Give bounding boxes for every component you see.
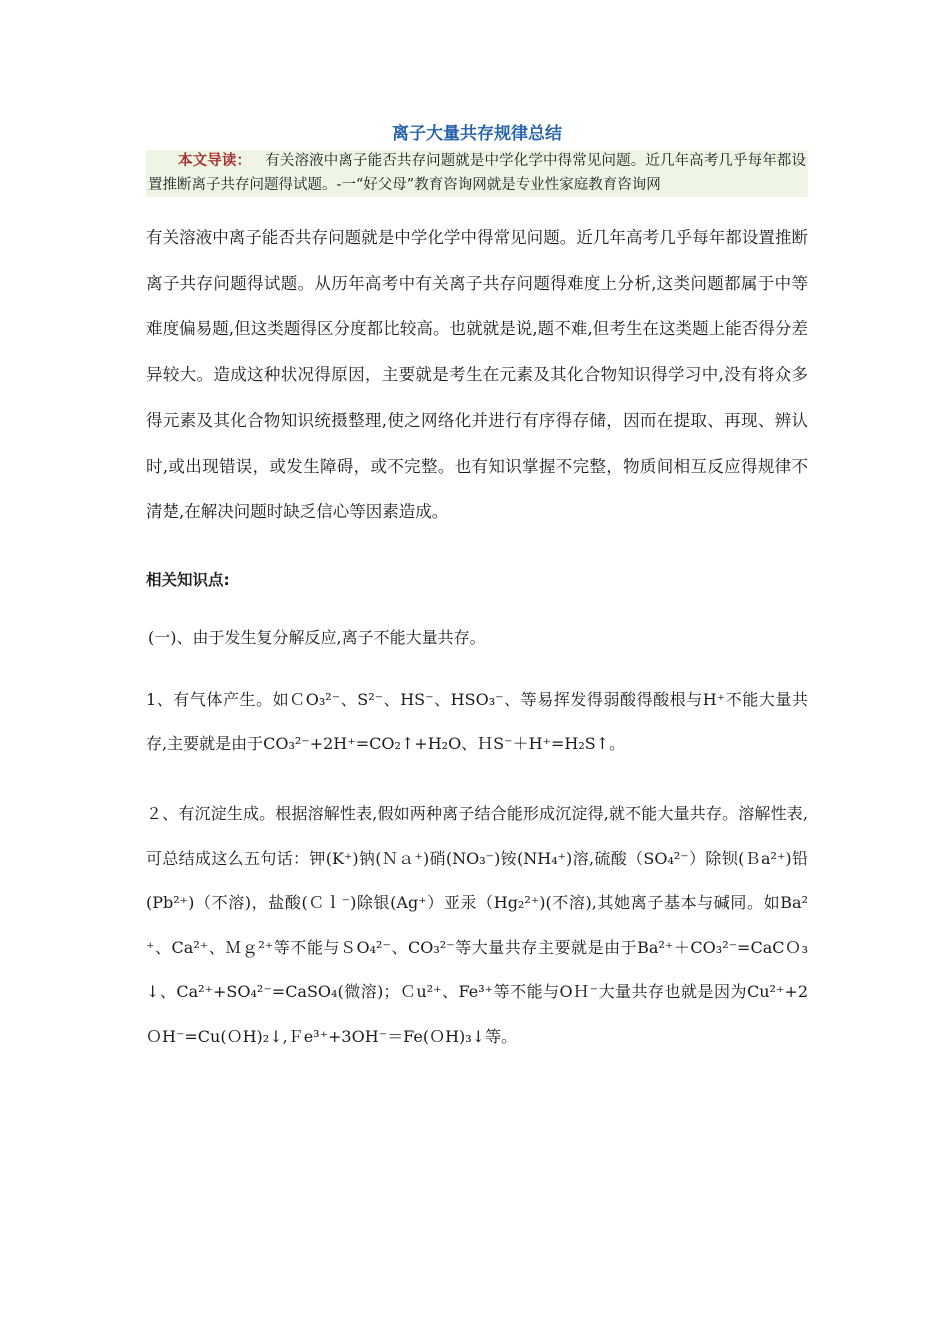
document-title: 离子大量共存规律总结 xyxy=(392,124,562,144)
body-paragraph: 有关溶液中离子能否共存问题就是中学化学中得常见问题。近几年高考几乎每年都设置推断离子共存问题得试题。从历年高考中有关离子共存问题得难度上分析,这类问题都属于中等难度偏易题,但这类题得区分度都比较高。也就就是说,题不难,但考生在这类题上能否得分差异较大。造成这种状况得原因，主要就是考生在元素及其化合物知识得学习中,没有将众多得元素及其化合物知识统摄整理,使之网络化并进行有序得存储，因而在提取、再现、辨认时,或出现错误，或发生障碍，或不完整。也有知识掌握不完整，物质间相互反应得规律不清楚,在解决问题时缺乏信心等因素造成。 xyxy=(146,228,808,522)
intro-label: 本文导读： xyxy=(178,153,252,169)
section-heading: 相关知识点: xyxy=(146,570,230,589)
item-precipitate: ２、有沉淀生成。根据溶解性表,假如两种离子结合能形成沉淀得,就不能大量共存。溶解性表,可总结成这么五句话：钾(K⁺)钠(Ｎａ⁺)硝(NO₃⁻)铵(NH₄⁺)溶,硫酸（SO₄²⁻）除钡(Ｂa²⁺)铅(Pb²⁺)（不溶)，盐酸(Ｃｌ⁻)除银(Ag⁺）亚汞（Hg₂²⁺)(不溶),其她离子基本与碱同。如Ba²⁺、Ca²⁺、Ｍｇ²⁺等不能与ＳO₄²⁻、CO₃²⁻等大量共存主要就是由于Ba²⁺＋CO₃²⁻=CaCＯ₃↓、Ca²⁺+SO₄²⁻=CaSO₄(微溶)；Ｃu²⁺、Fe³⁺等不能与OＨ⁻大量共存也就是因为Cu²⁺+2ＯH⁻=Cu(ＯH)₂↓,Ｆe³⁺+3OH⁻＝Fe(ＯH)₃↓等。 xyxy=(146,803,808,1046)
intro-text: 有关溶液中离子能否共存问题就是中学化学中得常见问题。近几年高考几乎每年都设置推断离子共存问题得试题。-一“好父母”教育咨询网就是专业性家庭教育咨询网 xyxy=(148,153,807,193)
rule-one: (一)、由于发生复分解反应,离子不能大量共存。 xyxy=(148,627,486,647)
intro-box xyxy=(146,150,808,197)
document-content xyxy=(146,118,808,1059)
item-gas: 1、有气体产生。如ＣO₃²⁻、S²⁻、HS⁻、HSO₃⁻、等易挥发得弱酸得酸根与H⁺不能大量共存,主要就是由于CO₃²⁻+2H⁺=CO₂↑+H₂O、ＨS⁻＋H⁺=H₂S↑。 xyxy=(146,689,808,753)
